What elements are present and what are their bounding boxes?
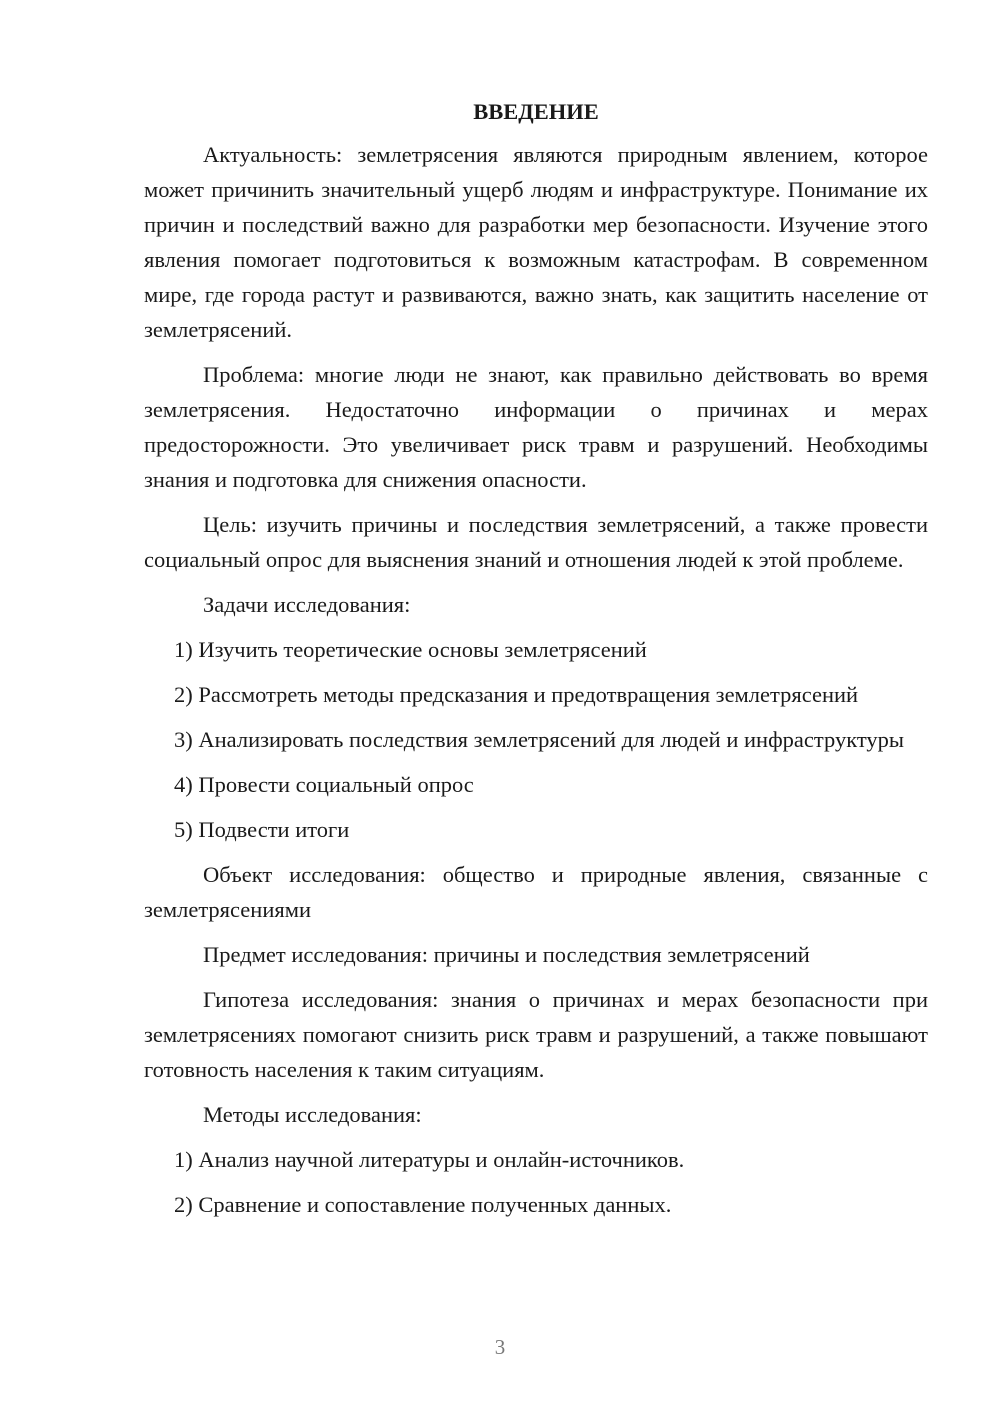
list-item-task-2: 2) Рассмотреть методы предсказания и предотвращения землетрясений (174, 682, 859, 707)
list-item-task-1: 1) Изучить теоретические основы землетрясений (174, 637, 647, 662)
paragraph-methods-heading: Методы исследования: (203, 1102, 422, 1127)
paragraph-subject: Предмет исследования: причины и последствия землетрясений (203, 942, 810, 967)
list-item-task-3: 3) Анализировать последствия землетрясений для людей и инфраструктуры (174, 727, 904, 752)
list-item-task-4: 4) Провести социальный опрос (174, 772, 474, 797)
paragraph-object: Объект исследования: общество и природные явления, связанные с землетрясениями (144, 862, 928, 922)
list-item-method-1: 1) Анализ научной литературы и онлайн-источников. (174, 1147, 685, 1172)
paragraph-relevance: Актуальность: землетрясения являются природным явлением, которое может причинить значительный ущерб людям и инфраструктуре. Понимание их причин и последствий важно для разработки мер безопасности. Изучение этого явления помогает подготовиться к возможным катастрофам. В современном мире, где города растут и развиваются, важно знать, как защитить население от землетрясений. (144, 142, 928, 342)
paragraph-hypothesis: Гипотеза исследования: знания о причинах и мерах безопасности при землетрясениях помогают снизить риск травм и разрушений, а также повышают готовность населения к таким ситуациям. (144, 987, 928, 1082)
paragraph-goal: Цель: изучить причины и последствия землетрясений, а также провести социальный опрос для выяснения знаний и отношения людей к этой проблеме. (144, 512, 928, 572)
list-item-task-5: 5) Подвести итоги (174, 817, 350, 842)
list-item-method-2: 2) Сравнение и сопоставление полученных данных. (174, 1192, 672, 1217)
paragraph-tasks-heading: Задачи исследования: (203, 592, 411, 617)
page-number: 3 (494, 1335, 506, 1359)
section-title: ВВЕДЕНИЕ (473, 99, 599, 124)
paragraph-problem: Проблема: многие люди не знают, как правильно действовать во время землетрясения. Недостаточно информации о причинах и мерах предосторожности. Это увеличивает риск травм и разрушений. Необходимы знания и подготовка для снижения опасности. (144, 362, 928, 492)
